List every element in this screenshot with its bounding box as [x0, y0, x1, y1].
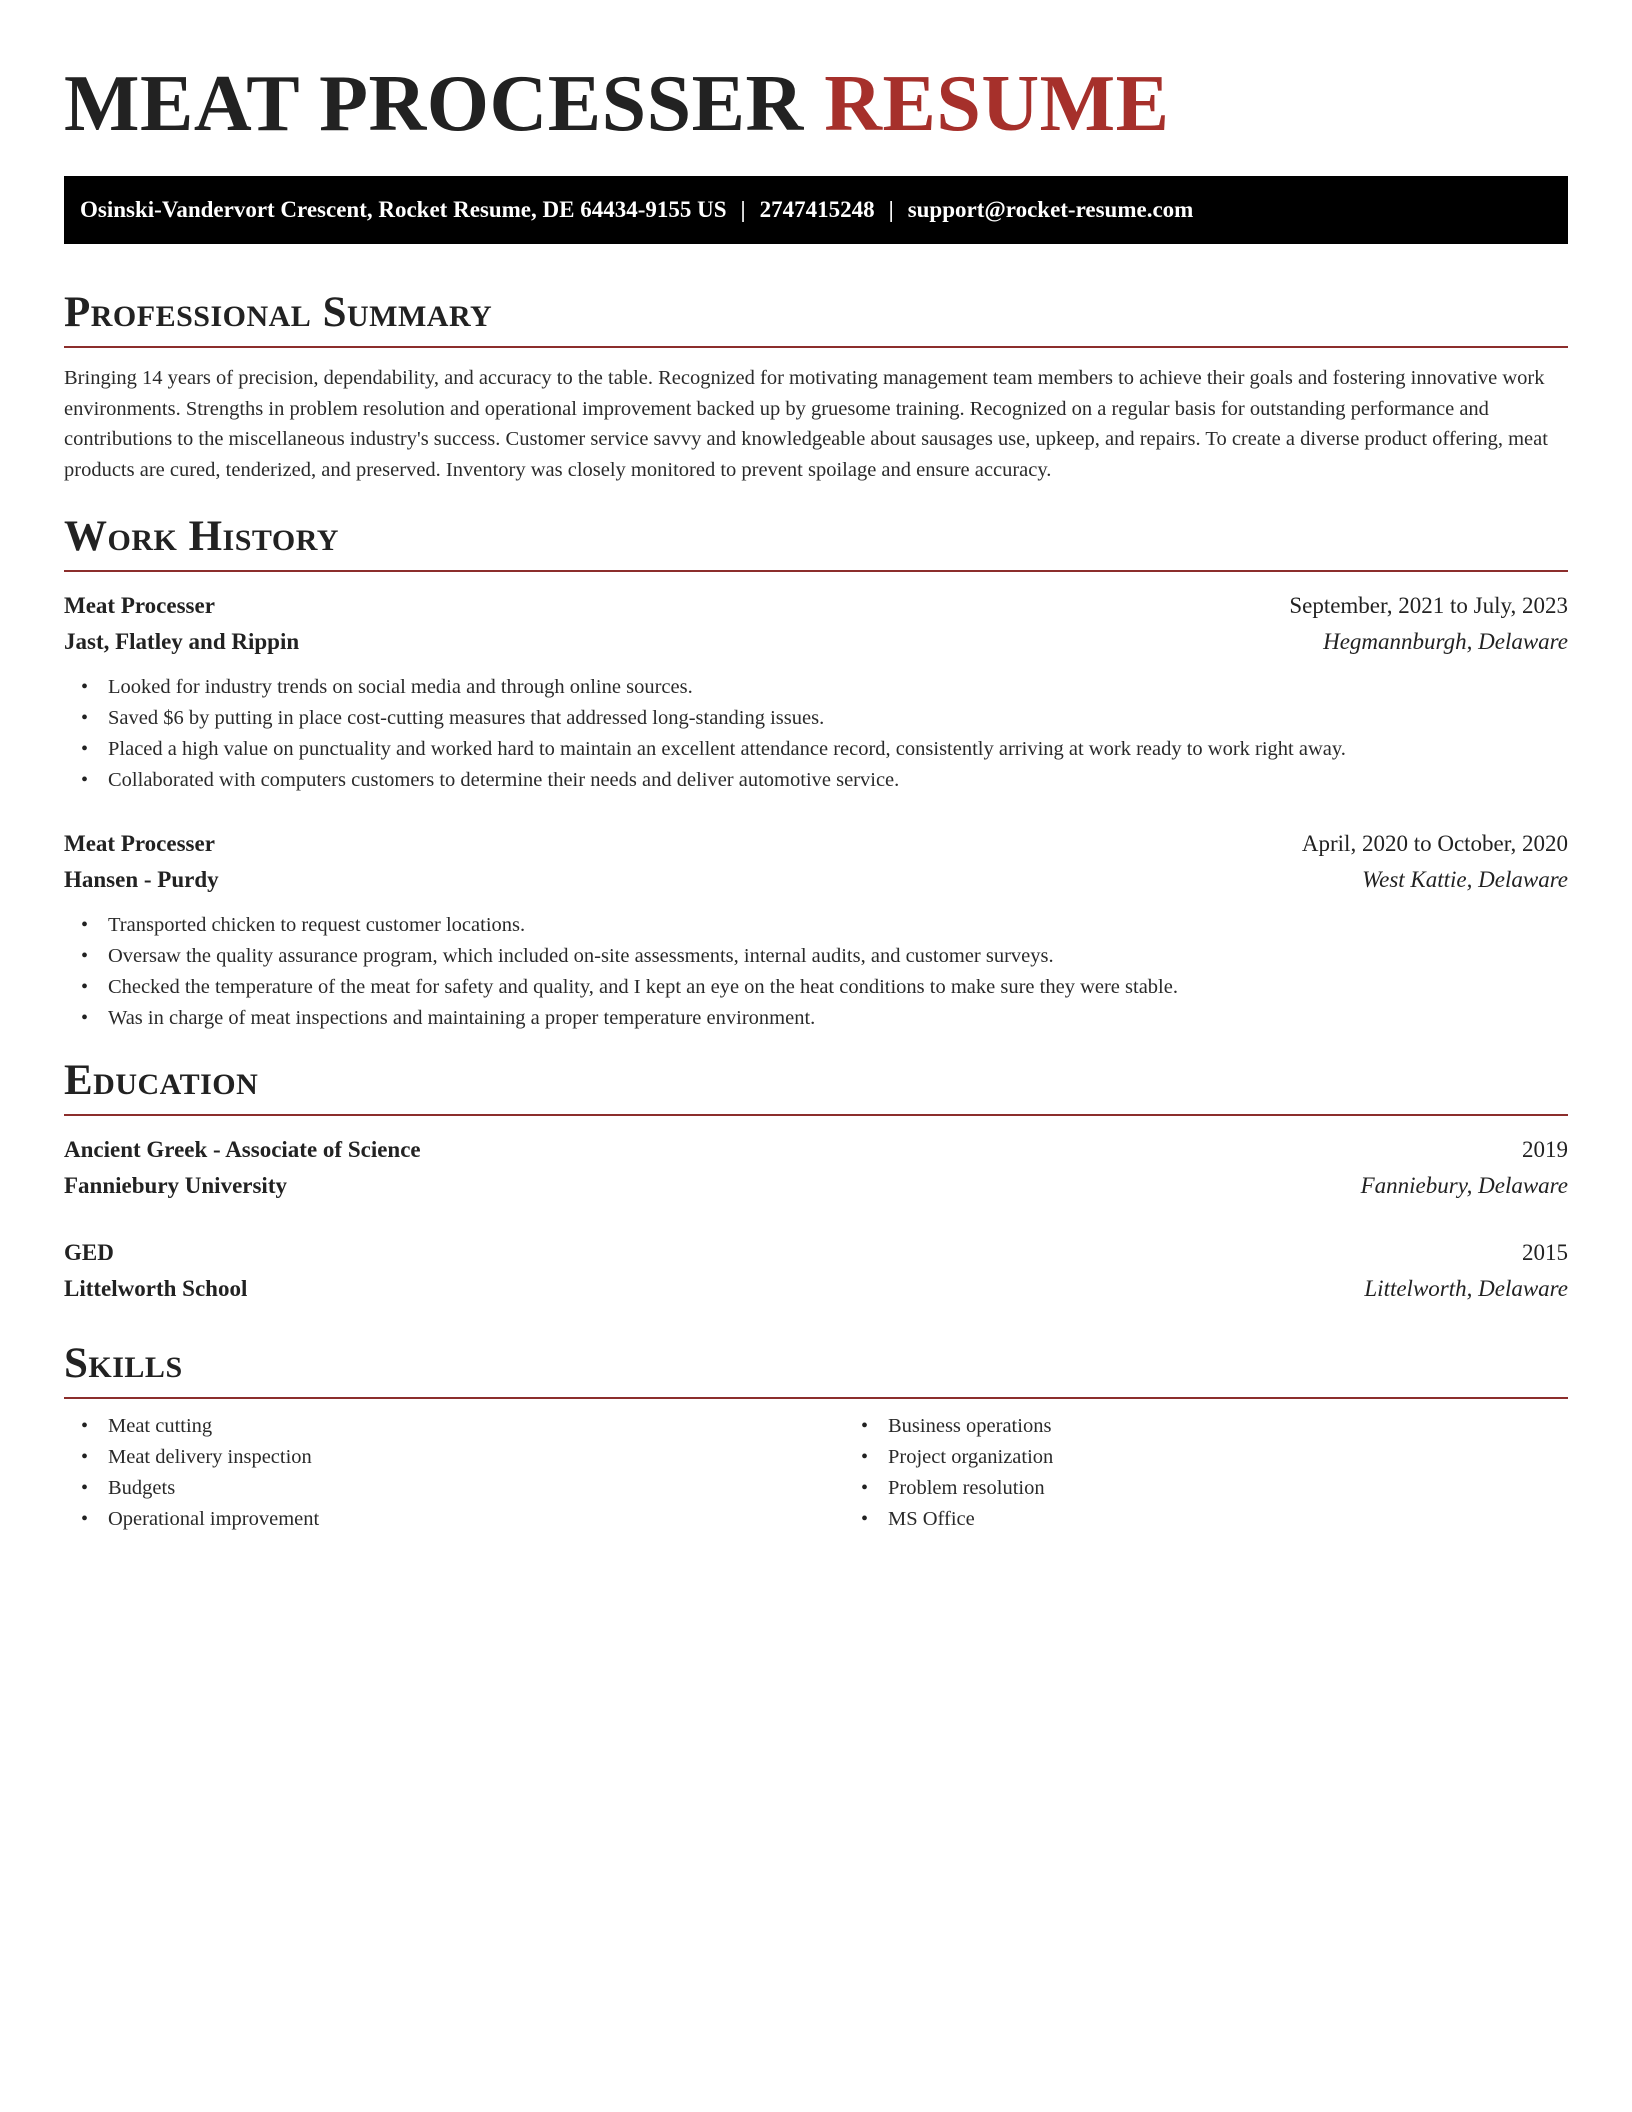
education-degree-row — [64, 1235, 1568, 1271]
section-divider — [64, 1397, 1568, 1399]
contact-phone: 2747415248 — [759, 197, 875, 222]
contact-separator: | — [740, 197, 746, 222]
section-divider — [64, 346, 1568, 348]
skill-item: • MS Office — [888, 1504, 1568, 1535]
job-bullet: • Placed a high value on punctuality and worked hard to maintain an excellent attendance record, consistently arriving at work ready to work right away. — [108, 734, 1568, 765]
title-accent: RESUME — [824, 60, 1170, 148]
job-entry — [64, 588, 1568, 796]
education-location: Littelworth, Delaware — [1364, 1276, 1568, 1301]
skill-item: • Project organization — [888, 1442, 1568, 1473]
job-company: Jast, Flatley and Rippin — [64, 629, 300, 654]
resume-title — [64, 0, 1568, 168]
education-degree: Ancient Greek - Associate of Science — [64, 1137, 421, 1162]
skills-grid — [64, 1411, 1568, 1535]
job-entry — [64, 826, 1568, 1034]
skills-list-left — [64, 1411, 804, 1535]
education-school-row — [64, 1271, 1568, 1307]
resume-page — [64, 0, 1568, 1535]
job-bullet: • Collaborated with computers customers to determine their needs and deliver automotive service. — [108, 765, 1568, 796]
job-location: Hegmannburgh, Delaware — [1323, 629, 1568, 654]
job-bullet-list — [64, 672, 1568, 796]
work-history-heading: Work History — [64, 513, 339, 560]
job-bullet: • Transported chicken to request customer locations. — [108, 910, 1568, 941]
job-bullet: • Checked the temperature of the meat for safety and quality, and I kept an eye on the heat conditions to make sure they were stable. — [108, 972, 1568, 1003]
summary-text: Bringing 14 years of precision, dependability, and accuracy to the table. Recognized for motivating management team members to achieve their goals and fostering innovative work environments. Strengths in problem resolution and operational improvement backed up by gruesome training. Recognized on a regular basis for outstanding performance and contributions to the miscellaneous industry's success. Customer service savvy and knowledgeable about sausages use, upkeep, and repairs. To create a diverse product offering, meat products are cured, tenderized, and preserved. Inventory was closely monitored to prevent spoilage and ensure accuracy. — [64, 367, 1548, 481]
education-heading: Education — [64, 1057, 259, 1104]
job-header-row — [64, 826, 1568, 862]
education-degree-row — [64, 1132, 1568, 1168]
job-location: West Kattie, Delaware — [1362, 867, 1568, 892]
education-school: Fanniebury University — [64, 1173, 287, 1198]
job-company-row — [64, 862, 1568, 898]
job-dates: September, 2021 to July, 2023 — [1289, 593, 1568, 618]
job-bullet: • Saved $6 by putting in place cost-cutting measures that addressed long-standing issues. — [108, 703, 1568, 734]
job-bullet: • Oversaw the quality assurance program, which included on-site assessments, internal audits, and customer surveys. — [108, 941, 1568, 972]
skills-list-right — [844, 1411, 1568, 1535]
title-main: MEAT PROCESSER — [64, 60, 804, 148]
section-divider — [64, 570, 1568, 572]
job-title: Meat Processer — [64, 831, 215, 856]
skill-item: • Problem resolution — [888, 1473, 1568, 1504]
summary-heading: Professional Summary — [64, 289, 493, 336]
education-entry — [64, 1235, 1568, 1307]
skill-item: • Business operations — [888, 1411, 1568, 1442]
job-title: Meat Processer — [64, 593, 215, 618]
education-degree: GED — [64, 1240, 114, 1265]
education-year: 2019 — [1522, 1137, 1568, 1162]
contact-address: Osinski-Vandervort Crescent, Rocket Resume, DE 64434-9155 US — [80, 197, 727, 222]
job-company-row — [64, 624, 1568, 660]
job-bullet-list — [64, 910, 1568, 1034]
skill-item: • Meat cutting — [108, 1411, 804, 1442]
job-dates: April, 2020 to October, 2020 — [1301, 831, 1568, 856]
contact-bar — [64, 176, 1568, 244]
job-bullet: • Was in charge of meat inspections and maintaining a proper temperature environment. — [108, 1003, 1568, 1034]
education-school: Littelworth School — [64, 1276, 248, 1301]
section-divider — [64, 1114, 1568, 1116]
job-company: Hansen - Purdy — [64, 867, 219, 892]
education-year: 2015 — [1522, 1240, 1568, 1265]
skill-item: • Meat delivery inspection — [108, 1442, 804, 1473]
contact-email: support@rocket-resume.com — [907, 197, 1194, 222]
education-location: Fanniebury, Delaware — [1360, 1173, 1568, 1198]
skills-heading: Skills — [64, 1340, 183, 1387]
job-bullet: • Looked for industry trends on social media and through online sources. — [108, 672, 1568, 703]
education-school-row — [64, 1168, 1568, 1204]
education-entry — [64, 1132, 1568, 1204]
contact-separator: | — [888, 197, 894, 222]
skill-item: • Operational improvement — [108, 1504, 804, 1535]
job-header-row — [64, 588, 1568, 624]
skill-item: • Budgets — [108, 1473, 804, 1504]
